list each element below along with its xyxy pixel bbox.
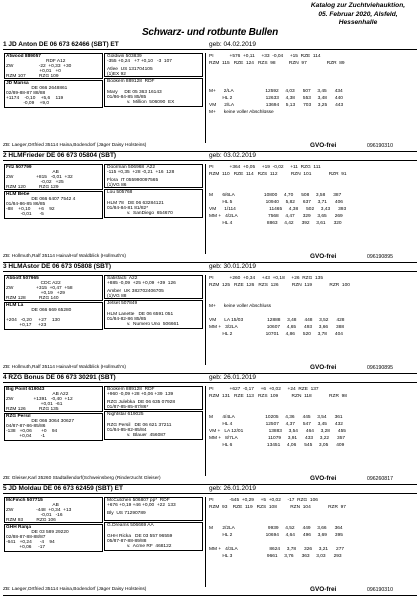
pedigree-line: Big Point 619043 [6,387,45,392]
catalog-entry [3,485,417,597]
column-divider [205,275,206,365]
pedigree-line: DE 03 589 29220 [6,530,69,535]
pedigree-line: Doorman 506968 A22 [107,165,156,170]
performance-line: RZM 125 RZE 126 RZS 126 RZN 119 RZR 100 [209,283,350,288]
pedigree-line: DE 066 3064 30627 [6,419,74,424]
divider [3,493,417,494]
pedigree-line: -355 +0,24 +7 +0,10 -3 107 [107,59,172,64]
pedigree-line: McFinch 507715 [6,498,43,503]
performance-line: PI +364 +0,05 +19 -0,02 +11 RZG 111 [209,165,321,170]
pedigree-line: RZM 126 RZG 135 [6,407,59,412]
entry-header [3,152,417,160]
divider [3,160,417,161]
pedigree-line: 01/87-85-85-87/86* [107,405,149,410]
pedigree-line: +0,06 -17 [6,545,46,550]
catalog-number: 096190895 [367,254,393,260]
pedigree-line: Lou 505768 [107,190,133,195]
pedigree-line: Fitz 507799 [6,165,32,170]
column-divider [205,497,206,587]
pedigree-line: +0,04 -1 [6,434,46,439]
pedigree-line: Nightstar 619025 [107,412,144,417]
pedigree-line: RZM 107 RZG 109 [6,74,59,79]
pedigree-line: RZG Persil DE 06 621 37211 [107,423,172,428]
pedigree-line: -641 +0,24 -4 94 [6,540,55,545]
performance-line: PI -545 +0,29 +5 +0,02 -17 RZG 106 [209,498,318,503]
catalog-line-2: 05. Februar 2020, Alsfeld, [318,10,398,18]
pedigree-line: (1)VG 88 [107,294,127,299]
pedigree-line: +0,17 +23 [6,323,47,328]
entry-header [3,41,417,49]
pedigree-line: +1174 -0,10 +5,6 119 [6,96,64,101]
breeder-info: ZB: Laeger,Ortfried 35114 Haina,Bodendorf (Jäger Daisy Holsteins) [3,587,147,592]
pedigree-line: -0,01 -16 [6,513,63,518]
pedigree-line: -88 +0,10 +6 92 [6,207,55,212]
pedigree-line: HLM Lanette DE 06 6591 051 [107,312,174,317]
performance-line: M+ keine voller Abschlüsse [209,110,274,115]
pedigree-line: ZW -448 +0,34 +13 [6,508,72,513]
pedigree-line: RZG Persil [6,414,31,419]
breeder-info: ZB: Hollmuth,Ralf 35114 Haina/Hof Waldblick (Hollmuth's) [3,365,127,370]
pedigree-line: HLM Bebe [6,192,30,197]
pedigree-line: Bookem 889128 RDF [107,79,155,84]
pedigree-line: 01/84-84-81 81/82* [107,206,149,211]
bull-name: 2 HLMFrieder DE 06 673 05804 (SBT) [3,152,117,159]
catalog-number: 096190310 [367,143,393,149]
entry-footer [3,586,417,595]
gvo-badge: GVO-frei [310,586,337,593]
performance-line: HL 2 12633 4,38 553 3,48 440 [209,96,343,101]
catalog-entry [3,152,417,264]
pedigree-line: (1)VG 86 [107,183,127,188]
pedigree-line: -138 +0,06 +0 94 [6,429,58,434]
performance-line: VM + LA 12/01 13883 3,54 464 3,28 455 [209,429,346,434]
performance-line: VM 1/114 11465 4,38 502 3,43 393 [209,207,347,212]
pedigree-line: 04/87-87-86-85/86 [6,424,46,429]
pedigree-line: 01/84-86-85 86/85 [6,202,46,207]
pedigree-line: DE 066 2648861 [6,86,68,91]
performance-line: RZM 93 RZE 119 RZS 108 RZN 104 RZR 97 [209,505,346,510]
pedigree-line: v. SanDiego 654670 [107,211,173,216]
catalog-line-1: Katalog zur Zuchtviehauktion, [310,2,406,9]
pedigree-line: CDC A22 [6,281,61,286]
divider [3,271,417,272]
pedigree-line: ZW -22 +0,33 +30 [6,64,72,69]
performance-line: MM + 4/2LA 7568 4,47 329 3,65 269 [209,214,343,219]
pedigree-line: ZW +315 +0,47 +58 [6,286,73,291]
pedigree-line: 02/88-87-88-88/87 [6,535,46,540]
pedigree-line: RZM 120 RZG 129 [6,185,59,190]
divider [3,49,417,50]
pedigree-line: JD Marisa [6,81,29,86]
performance-line: HL 6 13451 4,06 545 3,05 409 [209,443,345,448]
catalog-number: 096190895 [367,365,393,371]
catalog-info [302,2,414,28]
performance-line: PI +627 -0,17 +6 +0,02 +24 RZE 137 [209,387,319,392]
pedigree-line: Jetset 507849 [107,301,138,306]
birth-date: geb: 26.01.2019 [209,485,256,492]
pedigree-line: 01/84-82-86 85/85 [107,317,147,322]
performance-line: M 2/2LA 9939 4,52 449 3,66 364 [209,526,343,531]
performance-line: HL 2 10701 4,86 520 3,78 404 [209,332,343,337]
pedigree-line: 01/86-84-85 85/85 [107,95,147,100]
divider [3,595,417,596]
breeder-info: ZB: Laeger,Ortfried 35114 Haina,Bodendorf (Jäger Daisy Holsteins) [3,143,147,148]
performance-line: HL 2 10694 4,64 496 3,69 395 [209,533,343,538]
pedigree-line: DE 066 669 65280 [6,308,72,313]
pedigree-line: 02/89-88-87 88/88 [6,91,46,96]
birth-date: geb: 30.01.2019 [209,263,256,270]
pedigree-line: +885 -0,09 +25 +0,09 +39 126 [107,281,176,286]
pedigree-line: +0,01 -61 [6,402,63,407]
column-divider [205,164,206,254]
page-title: Schwarz- und rotbunte Bullen [141,27,279,38]
pedigree-line: GHH Ricka DE 03 557 96559 [107,534,173,539]
performance-line: HL 5 10940 5,82 637 3,71 406 [209,200,343,205]
performance-line: HL 4 12507 4,37 547 3,45 432 [209,422,343,427]
pedigree-line: -0,01 -5 [6,212,44,217]
pedigree-line: +960 -0,09 +28 +0,06 +39 139 [107,392,174,397]
catalog-entry [3,263,417,375]
catalog-line-3: Hessenhalle [338,19,378,26]
bull-name: 4 RZG Bonus DE 06 673 30291 (SBT) [3,374,116,381]
pedigree-line: v. Acme RF 468122 [107,544,172,549]
pedigree-line: McCutchen 506807 pp* RDF [107,498,170,503]
performance-line: M+ 2/LA 12592 4,03 507 3,45 434 [209,89,343,94]
pedigree-line: Bookem 889128 RDF [107,387,155,392]
birth-date: geb: 04.02.2019 [209,41,256,48]
catalog-number: 096260817 [367,476,393,482]
performance-line: M+ keine voller Abschluss [209,304,271,309]
pedigree-line: ZW +815 -0,01 +32 [6,175,73,180]
performance-line: M 4/4LA 10205 4,36 445 3,54 361 [209,415,343,420]
entry-footer [3,364,417,373]
pedigree-line: G.Dreams 506669 AA [107,523,154,528]
performance-line: M 6/6LA 10800 4,70 508 3,58 387 [209,193,342,198]
column-divider [205,53,206,143]
entry-header [3,374,417,382]
pedigree-line: -0,09 +9,0 [6,101,50,106]
performance-line: PI +260 +0,34 +43 +0,18 +26 RZG 135 [209,276,323,281]
performance-line: VM LA 15/03 12888 3,48 448 3,52 428 [209,318,345,323]
performance-line: RZM 115 RZE 124 RZS 98 RZN 97 RZR 89 [209,61,345,66]
breeder-info: ZB: Hollmuth,Ralf 35114 Haina/Hof Waldblick (Hollmuth's) [3,254,127,259]
bull-name: 5 JD Moldau DE 06 673 62459 (SBT) ET [3,485,123,492]
pedigree-line: v. Numero Uno 506661 [107,322,179,327]
pedigree-line: Goldwin 503839 [107,54,142,59]
pedigree-line: Satisfacti A22 [107,276,138,281]
pedigree-line: HLM 78 DE 06 63284121 [107,201,164,206]
performance-line: PI +576 +0,11 +33 -0,04 +15 RZE 114 [209,54,321,59]
pedigree-line: -0,02 +25 [6,180,64,185]
birth-date: geb: 26.01.2019 [209,374,256,381]
entry-footer [3,142,417,151]
gvo-badge: GVO-frei [310,253,337,260]
pedigree-line: Atlee US 131704105 [107,67,153,72]
bull-name: 1 JD Anton DE 06 673 62466 (SBT) ET [3,41,119,48]
column-divider [205,386,206,476]
pedigree-line: +204 -0,20 +27 130 [6,318,60,323]
gvo-badge: GVO-frei [310,142,337,149]
pedigree-line: +0,19 +29 [6,291,65,296]
pedigree-line: HLM La [6,303,24,308]
pedigree-line: Bly US 71290789 [107,511,146,516]
performance-line: MM + 4/3LA 8624 3,78 326 3,21 277 [209,547,345,552]
gvo-badge: GVO-frei [310,475,337,482]
catalog-number: 096190310 [367,587,393,593]
pedigree-line: AB [6,170,59,175]
pedigree-line: RDF A12 [6,59,66,64]
pedigree-line: AB A22 [6,392,69,397]
divider [3,382,417,383]
pedigree-line: GHH Ranja [6,525,32,530]
catalog-entry [3,41,417,153]
entry-header [3,485,417,493]
performance-line: RZM 110 RZE 114 RZS 112 RZN 101 RZR 91 [209,172,347,177]
breeder-info: ZB: Gleiser,Karl 35260 Stadtallendorf(Schweinsberg (Rinderzucht Gleiser) [3,476,161,481]
entry-footer [3,253,417,262]
performance-line: HL 4 8863 4,42 392 3,61 320 [209,221,342,226]
pedigree-line: +676 +0,19 +46 +0,00 +22 133 [107,503,176,508]
performance-line: MM + 8/7LA 11079 3,91 433 3,22 357 [209,436,346,441]
pedigree-line: RZM 93 RZG 106 [6,518,56,523]
pedigree-line: Atwood 889057 [6,54,41,59]
pedigree-line: -115 +0,35 +28 -0,21 +16 128 [107,170,175,175]
performance-line: VM 2/LA 13694 5,13 703 3,25 443 [209,103,344,108]
gvo-badge: GVO-frei [310,364,337,371]
entry-header [3,263,417,271]
pedigree-line: (1)EX 92 [107,72,126,77]
performance-line: RZM 131 RZE 113 RZS 109 RZN 118 RZR 98 [209,394,347,399]
pedigree-line: 01/84-85-82-85/84 [107,428,147,433]
pedigree-line: RZM 128 RZG 140 [6,296,59,301]
pedigree-line: DE 066 6407 7542 4 [6,197,76,202]
pedigree-line: Mary DE 05 363 16143 [107,90,162,95]
pedigree-line: v. Million 506090 EX [107,100,175,105]
bull-name: 3 HLMAstor DE 06 673 05808 (SBT) [3,263,112,270]
performance-line: HL 3 9661 3,76 363 3,03 293 [209,554,342,559]
pedigree-line: +0,01 +0 [6,69,61,74]
catalog-entry [3,374,417,486]
pedigree-line: Amber UK 382702406705 [107,289,164,294]
pedigree-line: RZG Julebka DE 06 635 07928 [107,400,175,405]
entry-footer [3,475,417,484]
pedigree-line: v. Blauer 456087 [107,433,166,438]
pedigree-line: Flora IT 055990097565 [107,178,159,183]
pedigree-line: ZW +1391 -0,40 +12 [6,397,73,402]
performance-line: MM + 3/2LA 10607 4,65 493 3,66 388 [209,325,345,330]
pedigree-line: AB [6,503,59,508]
page-header [0,0,420,40]
birth-date: geb: 03.02.2019 [209,152,256,159]
pedigree-line: Abbott 507965 [6,276,39,281]
pedigree-line: 05/87-87-88-89/88 [107,539,147,544]
